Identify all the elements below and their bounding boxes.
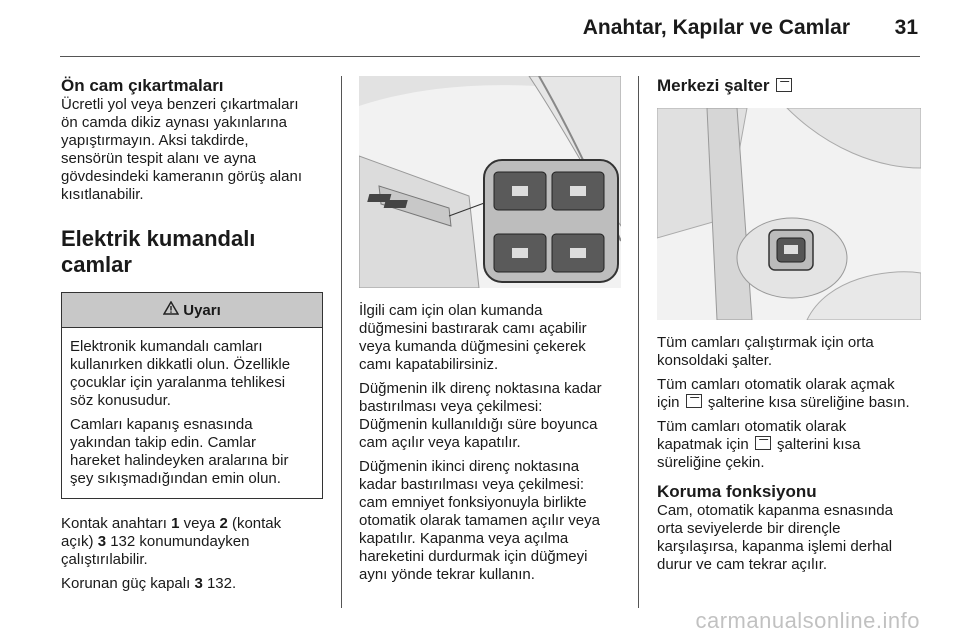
- watermark: carmanualsonline.info: [695, 608, 920, 633]
- section-title-power-windows: Elektrik kumandalı camlar: [61, 226, 256, 277]
- warning-label: Uyarı: [183, 301, 221, 319]
- retained-power-b: 132.: [202, 575, 237, 592]
- warning-para-1: Elektronik kumandalı camları kullanırken dikkatli olun. Özellikle çocuklar için yaralanma tehlikesi söz konusudur.: [70, 338, 291, 409]
- central-switch-para-3b: kapatmak için: [657, 436, 753, 453]
- window-switch-icon: [686, 394, 702, 408]
- protection-function-title: Koruma fonksiyonu: [657, 482, 817, 501]
- ignition-text: [61, 515, 323, 569]
- central-switch-para-3a: Tüm camları otomatik olarak: [657, 418, 847, 435]
- window-switch-icon: [776, 78, 792, 92]
- central-switch-para-2b: için: [657, 394, 684, 411]
- window-switch-icon: [755, 436, 771, 450]
- central-switch-title-text: Merkezi şalter: [657, 76, 770, 95]
- central-switch-para-2c: şalterine kısa süreliğine basın.: [703, 394, 910, 411]
- ignition-text-a: Kontak anahtarı: [61, 515, 172, 532]
- ignition-text-b: veya: [179, 515, 220, 532]
- protection-function-text: Cam, otomatik kapanma esnasında orta seviyelerde bir dirençle karşılaşırsa, kapanma işlemi derhal durur ve cam tekrar açılır.: [657, 502, 893, 573]
- central-switch-para-2: [657, 376, 921, 412]
- retained-power-a: Korunan güç kapalı: [61, 575, 195, 592]
- window-switch-para-1: İlgili cam için olan kumanda düğmesini bastırarak camı açabilir veya kumanda düğmesini çekerek camı kapatabilirsiniz.: [359, 302, 587, 373]
- warning-triangle-icon: [163, 301, 179, 319]
- central-switch-para-3d: süreliğine çekin.: [657, 454, 765, 471]
- section-title-windscreen-stickers: Ön cam çıkartmaları: [61, 76, 224, 95]
- column-3: [657, 76, 921, 580]
- warning-para-2: Camları kapanış esnasında yakından takip edin. Camlar hareket halindeyken aralarına bir şey sıkışmadığından emin olun.: [70, 416, 289, 487]
- header-title: Anahtar, Kapılar ve Camlar: [582, 16, 850, 39]
- warning-box: [61, 292, 323, 499]
- central-switch-para-2a: Tüm camları otomatik olarak açmak: [657, 376, 895, 393]
- retained-power-text: [61, 575, 323, 593]
- windscreen-stickers-text: Ücretli yol veya benzeri çıkartmaları ön camda dikiz aynası yakınlarına yapıştırmayın. Aksi takdirde, sensörün tespit alanı ve ayna gövdesindeki kameranın görüş alanı kısıtlanabilir.: [61, 96, 302, 203]
- reference-arrow-icon: 3: [194, 575, 203, 592]
- central-switch-para-1: Tüm camları çalıştırmak için orta konsoldaki şalter.: [657, 334, 874, 369]
- header-divider: [60, 56, 920, 57]
- column-1: [61, 76, 323, 599]
- column-2: [359, 76, 621, 590]
- ignition-text-f: çalıştırılabilir.: [61, 551, 148, 568]
- central-switch-para-3c: şalterini kısa: [772, 436, 861, 453]
- window-switch-para-3: Düğmenin ikinci direnç noktasına kadar bastırılması veya çekilmesi: cam emniyet fonksiyonuyla birlikte otomatik olarak tamamen açılır veya kapatılır. Kapanma veya açılma hareketini durdurmak için düğmeyi aynı yönde tekrar kullanın.: [359, 458, 600, 583]
- door-window-switch-illustration: [359, 76, 621, 288]
- ignition-text-d: açık): [61, 533, 98, 550]
- ignition-position-2: 2: [219, 515, 228, 532]
- warning-body: [62, 328, 322, 498]
- center-console-switch-illustration: [657, 108, 921, 320]
- ignition-text-e: 132 konumundayken: [106, 533, 250, 550]
- central-switch-title: [657, 76, 921, 96]
- central-switch-para-3: [657, 418, 921, 472]
- column-divider-2: [638, 76, 639, 608]
- warning-header: [62, 293, 322, 328]
- reference-arrow-icon: 3: [97, 533, 107, 550]
- page-number: 31: [894, 16, 918, 39]
- column-divider-1: [341, 76, 342, 608]
- ignition-position-1: 1: [171, 515, 180, 532]
- window-switch-para-2: Düğmenin ilk direnç noktasına kadar bastırılması veya çekilmesi: Düğmenin kullanıldığı süre boyunca cam açılır veya kapatılır.: [359, 380, 602, 451]
- ignition-text-c: (kontak: [227, 515, 282, 532]
